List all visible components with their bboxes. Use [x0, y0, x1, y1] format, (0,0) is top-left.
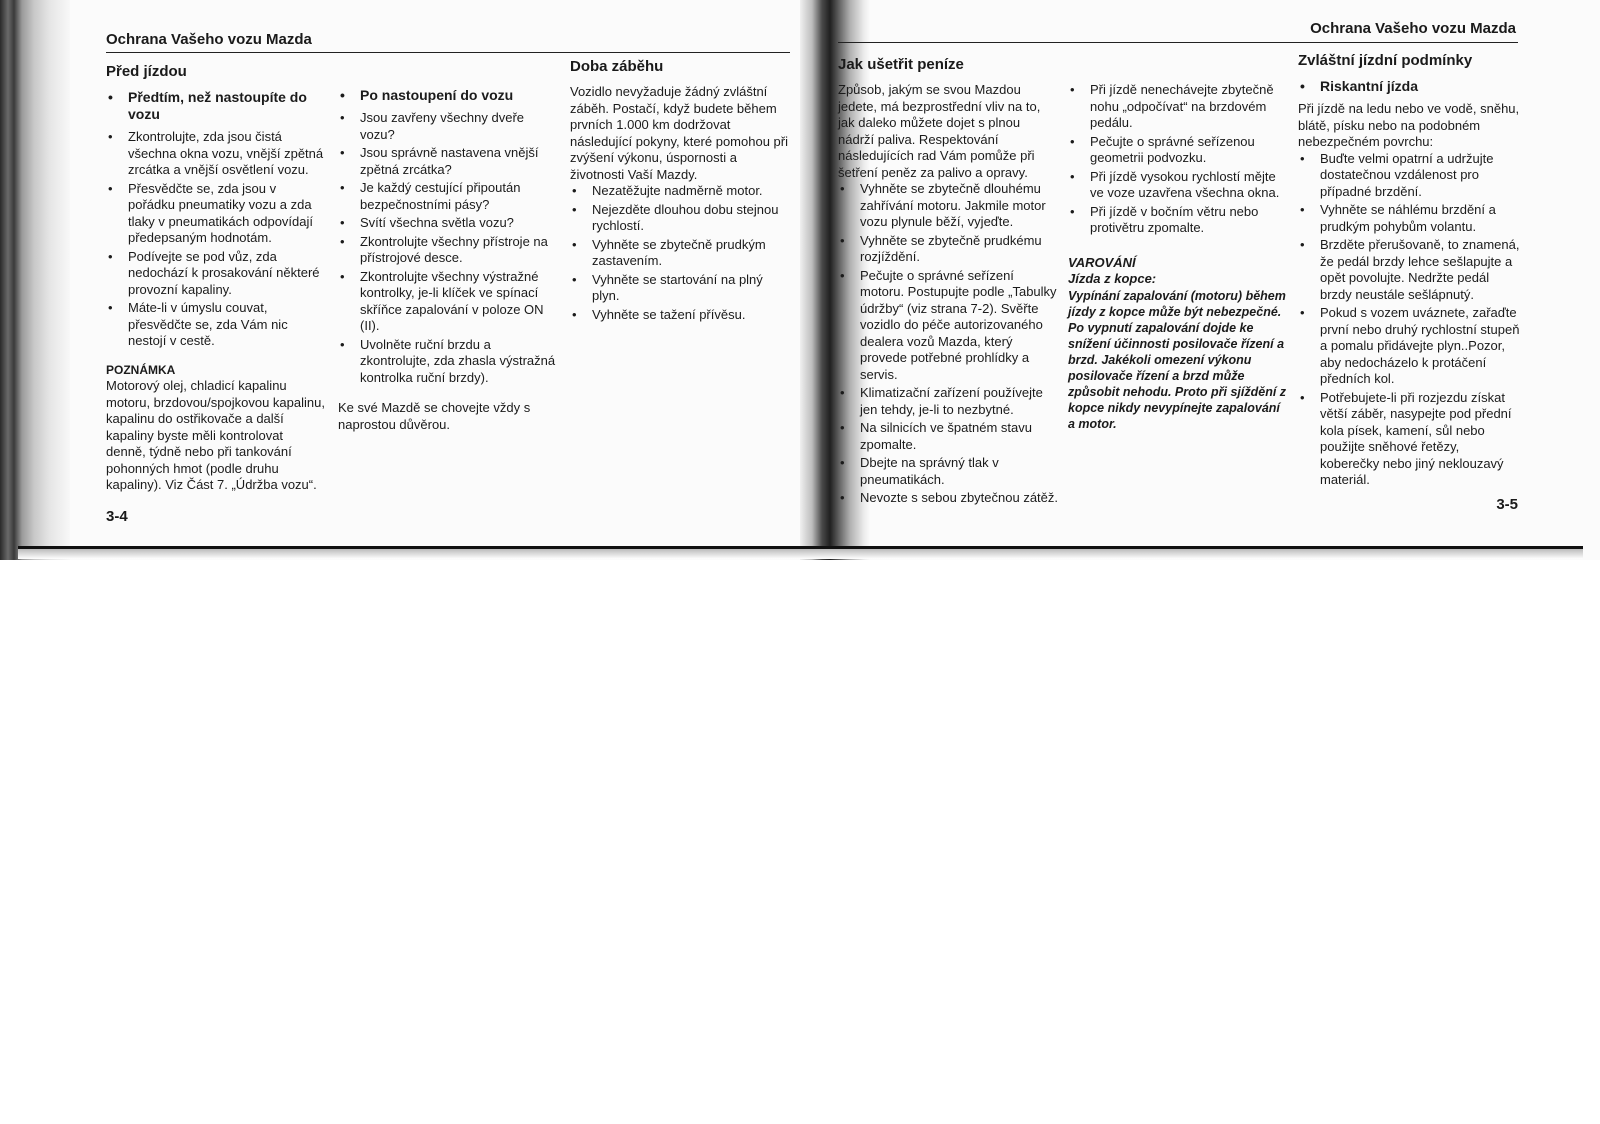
list-item: • Přesvědčte se, zda jsou v pořádku pneumatiky vozu a zda tlaky v pneumatikách odpovídají předepsaným hodnotám.: [106, 181, 326, 247]
left-col3: [570, 84, 792, 325]
warning-heading: VAROVÁNÍ: [1068, 254, 1136, 270]
list-item: • Uvolněte ruční brzdu a zkontrolujte, zda zhasla výstražná kontrolka ruční brzdy).: [338, 337, 558, 387]
list-item: • Jsou zavřeny všechny dveře vozu?: [338, 110, 558, 143]
warning-text: Vypínání zapalování (motoru) během jízdy z kopce může být nebezpečné. Po vypnutí zapalování dojde ke snížení účinnosti posilovače řízení a brzd. Jakékoli omezení výkonu posilovače řízení a brzd může způsobit nehodu. Proto při sjíždění z kopce nikdy nevypínejte zapalování a motor.: [1068, 288, 1287, 431]
left-page-header: Ochrana Vašeho vozu Mazda: [106, 31, 312, 48]
col2-lead: • Po nastoupení do vozu: [338, 87, 558, 104]
list-item: • Vyhněte se zbytečně dlouhému zahřívání motoru. Jakmile motor vozu plynule běží, vyjeďte.: [838, 181, 1058, 231]
list-item: • Buďte velmi opatrní a udržujte dostatečnou vzdálenost pro případné brzdění.: [1298, 151, 1520, 201]
list-item: • Vyhněte se startování na plný plyn.: [570, 272, 792, 305]
section-title-zvlastni-podminky: Zvláštní jízdní podmínky: [1298, 52, 1473, 69]
left-header-rule: [106, 52, 790, 53]
list-item: • Při jízdě vysokou rychlostí mějte ve voze uzavřena všechna okna.: [1068, 169, 1288, 202]
section-title-doba-zabehu: Doba záběhu: [570, 58, 664, 75]
list-item: • Potřebujete-li při rozjezdu získat větší záběr, nasypejte pod přední kola písek, kamení, sůl nebo použijte sněhové řetězy, koberečky nebo jiný neklouzavý materiál.: [1298, 390, 1520, 489]
note-heading: POZNÁMKA: [106, 362, 176, 377]
riskantni-jizda-lead: • Riskantní jízda: [1298, 78, 1520, 95]
list-item: • Je každý cestující připoután bezpečnostními pásy?: [338, 180, 558, 213]
col1-lead: • Předtím, než nastoupíte do vozu: [106, 89, 326, 123]
usetrit-intro: Způsob, jakým se svou Mazdou jedete, má bezprostřední vliv na to, jak daleko můžete dojet s plnou nádrží paliva. Respektování následujících rad Vám pomůže při šetření peněz za palivo a opravy.: [838, 82, 1041, 180]
list-item: • Máte-li v úmyslu couvat, přesvědčte se, zda Vám nic nestojí v cestě.: [106, 300, 326, 350]
list-item: • Nejezděte dlouhou dobu stejnou rychlostí.: [570, 202, 792, 235]
left-col1: [106, 89, 326, 494]
list-item: • Zkontrolujte, zda jsou čistá všechna okna vozu, vnější zpětná zrcátka a vnější osvětlení vozu.: [106, 129, 326, 179]
list-item: • Pokud s vozem uváznete, zařaďte první nebo druhý rychlostní stupeň a pomalu přidávejte plyn..Pozor, aby nedocházelo k protáčení předních kol.: [1298, 305, 1520, 388]
left-binding-shadow: [0, 0, 70, 560]
list-item: • Při jízdě v bočním větru nebo protivětru zpomalte.: [1068, 204, 1288, 237]
list-item: • Pečujte o správné seřízení motoru. Postupujte podle „Tabulky údržby“ (viz strana 7-2). Svěřte vozidlo do péče autorizovaného dealera vozů Mazda, který provede potřebné prohlídky a servis.: [838, 268, 1058, 384]
list-item: • Na silnicích ve špatném stavu zpomalte.: [838, 420, 1058, 453]
riskantni-intro: Při jízdě na ledu nebo ve vodě, sněhu, blátě, písku nebo na podobném nebezpečném povrchu:: [1298, 101, 1520, 149]
list-item: • Dbejte na správný tlak v pneumatikách.: [838, 455, 1058, 488]
left-col2: [338, 87, 558, 433]
right-page-header: Ochrana Vašeho vozu Mazda: [1310, 20, 1516, 37]
left-page-number: 3-4: [106, 508, 128, 525]
list-item: • Vyhněte se zbytečně prudkým zastavením.: [570, 237, 792, 270]
right-col3-list: [1298, 151, 1520, 489]
col3-list: [570, 183, 792, 323]
list-item: • Svítí všechna světla vozu?: [338, 215, 558, 232]
closing-text: Ke své Mazdě se chovejte vždy s naprostou důvěrou.: [338, 400, 531, 432]
list-item: • Nevozte s sebou zbytečnou zátěž.: [838, 490, 1058, 507]
zabeh-intro: Vozidlo nevyžaduje žádný zvláštní záběh. Postačí, když budete během prvních 1.000 km dodržovat následující pokyny, které pomohou při zvýšení výkonu, úspornosti a životnosti Vaší Mazdy.: [570, 84, 788, 182]
right-header-rule: [838, 42, 1518, 43]
list-item: • Jsou správně nastavena vnější zpětná zrcátka?: [338, 145, 558, 178]
list-item: • Podívejte se pod vůz, zda nedochází k prosakování některé provozní kapaliny.: [106, 249, 326, 299]
col2-list: [338, 110, 558, 386]
right-col1: [838, 82, 1058, 509]
page-bottom-shadow: [18, 549, 1583, 559]
section-title-pred-jizdou: Před jízdou: [106, 63, 187, 80]
list-item: • Při jízdě nenechávejte zbytečně nohu „odpočívat“ na brzdovém pedálu.: [1068, 82, 1288, 132]
list-item: • Brzděte přerušovaně, to znamená, že pedál brzdy lehce sešlapujte a opět povolujte. Nedržte pedál brzdy neustále sešlápnutý.: [1298, 237, 1520, 303]
note-text: Motorový olej, chladicí kapalinu motoru, brzdovou/spojkovou kapalinu, kapalinu do ostřikovače a další kapaliny byste měli kontrolovat denně, týdně nebo při tankování pohonných hmot (podle druhu kapaliny). Viz Část 7. „Údržba vozu“.: [106, 378, 325, 492]
right-page-number: 3-5: [1496, 496, 1518, 513]
col1-list: [106, 129, 326, 350]
list-item: • Vyhněte se náhlému brzdění a prudkým pohybům volantu.: [1298, 202, 1520, 235]
right-col2: [1068, 82, 1288, 432]
list-item: • Zkontrolujte všechny výstražné kontrolky, je-li klíček ve spínací skříňce zapalování v poloze ON (II).: [338, 269, 558, 335]
list-item: • Nezatěžujte nadměrně motor.: [570, 183, 792, 200]
right-col2-list: [1068, 82, 1288, 237]
list-item: • Zkontrolujte všechny přístroje na přístrojové desce.: [338, 234, 558, 267]
list-item: • Vyhněte se zbytečně prudkému rozjíždění.: [838, 233, 1058, 266]
warning-subheading: Jízda z kopce:: [1068, 271, 1157, 286]
list-item: • Klimatizační zařízení používejte jen tehdy, je-li to nezbytné.: [838, 385, 1058, 418]
right-col1-list: [838, 181, 1058, 507]
right-col3: [1298, 78, 1520, 491]
section-title-jak-usetrit: Jak ušetřit peníze: [838, 56, 964, 73]
list-item: • Pečujte o správné seřízenou geometrii podvozku.: [1068, 134, 1288, 167]
list-item: • Vyhněte se tažení přívěsu.: [570, 307, 792, 324]
